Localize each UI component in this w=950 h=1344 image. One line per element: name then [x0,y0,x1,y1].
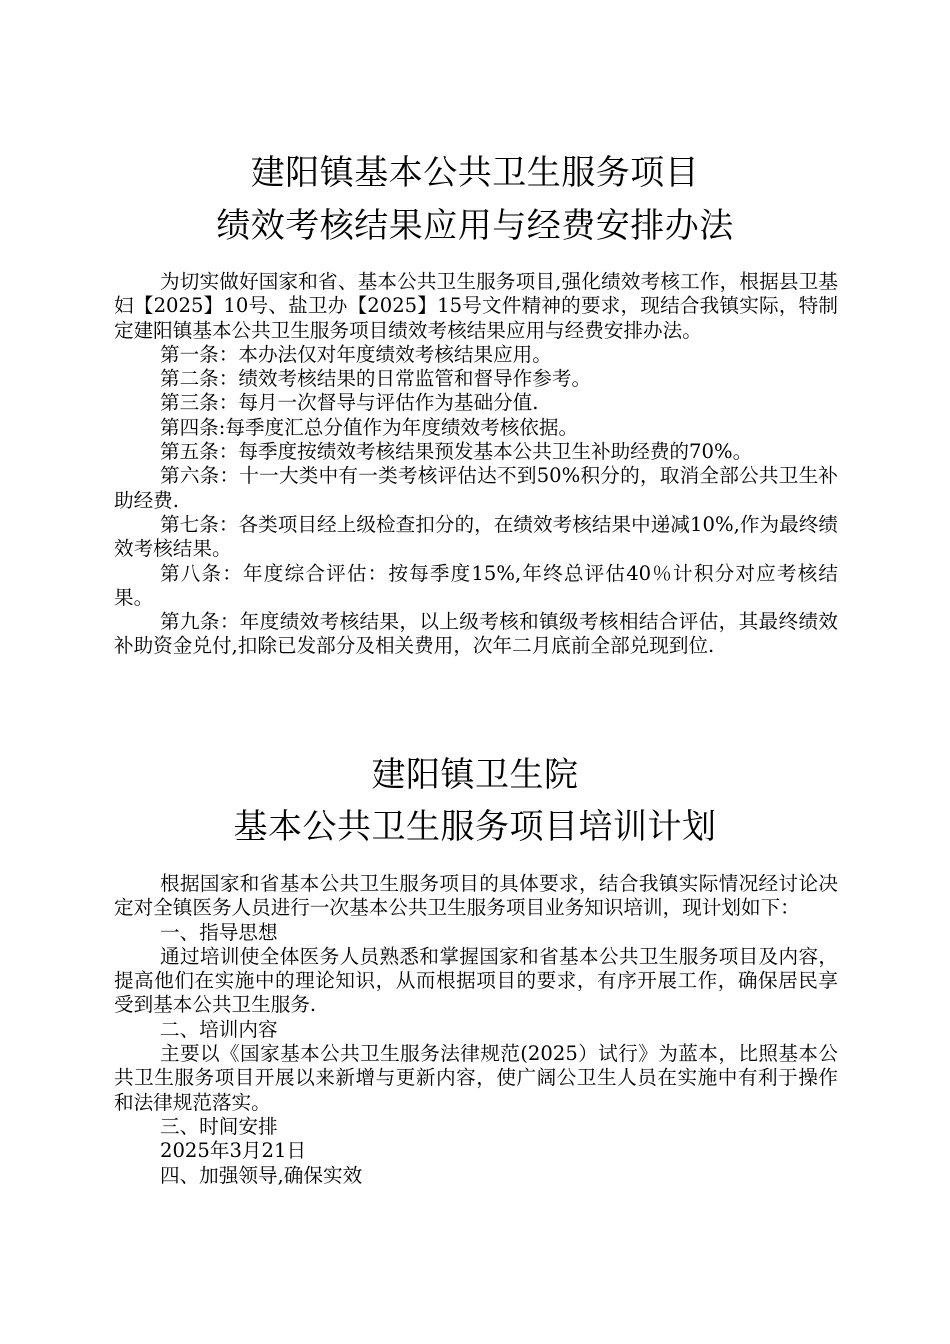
doc2-heading-guiding-idea: 一、指导思想 [160,920,278,944]
doc1-article-8: 第八条：年度综合评估：按每季度15%,年终总评估40％计积分对应考核结果。 [114,561,838,609]
doc2-training-content-text: 主要以《国家基本公共卫生服务法律规范(2025）试行》为蓝本，比照基本公共卫生服务项目开展以来新增与更新内容，使广阔公卫生人员在实施中有利于操作和法律规范落实。 [114,1042,838,1114]
doc2-heading-training-content: 二、培训内容 [160,1017,278,1041]
doc1-body [114,270,838,659]
doc1-article-4: 第四条:每季度汇总分值作为年度绩效考核依据。 [160,415,579,439]
doc1-title-line2: 绩效考核结果应用与经费安排办法 [216,206,734,246]
doc2-intro-paragraph: 根据国家和省基本公共卫生服务项目的具体要求，结合我镇实际情况经讨论决定对全镇医务人员进行一次基本公共卫生服务项目业务知识培训，现计划如下： [114,872,838,920]
doc1-title-line1: 建阳镇基本公共卫生服务项目 [250,153,700,193]
doc2-title-line2: 基本公共卫生服务项目培训计划 [233,807,717,847]
doc2-heading-leadership: 四、加强领导,确保实效 [160,1163,363,1187]
doc1-article-3: 第三条：每月一次督导与评估作为基础分值. [160,391,539,415]
doc2-heading-schedule: 三、时间安排 [160,1114,278,1138]
doc2-body [114,872,838,1188]
doc1-intro-paragraph: 为切实做好国家和省、基本公共卫生服务项目,强化绩效考核工作，根据县卫基妇【2025】10号、盐卫办【2025】15号文件精神的要求，现结合我镇实际，特制定建阳镇基本公共卫生服务项目绩效考核结果应用与经费安排办法。 [114,270,838,342]
doc2-guiding-idea-text: 通过培训使全体医务人员熟悉和掌握国家和省基本公共卫生服务项目及内容，提高他们在实施中的理论知识，从而根据项目的要求，有序开展工作，确保居民享受到基本公共卫生服务. [114,944,838,1017]
doc1-article-9: 第九条：年度绩效考核结果，以上级考核和镇级考核相结合评估，其最终绩效补助资金兑付,扣除已发部分及相关费用，次年二月底前全部兑现到位. [114,610,838,658]
doc1-article-2: 第二条：绩效考核结果的日常监管和督导作参考。 [160,367,592,391]
doc1-article-6: 第六条：十一大类中有一类考核评估达不到50%积分的，取消全部公共卫生补助经费. [114,464,838,512]
doc1-article-1: 第一条：本办法仅对年度绩效考核结果应用。 [160,342,552,366]
doc1-article-7: 第七条：各类项目经上级检查扣分的，在绩效考核结果中递减10%,作为最终绩效考核结果。 [114,512,838,561]
doc2-title-line1: 建阳镇卫生院 [371,755,579,795]
doc1-article-5: 第五条：每季度按绩效考核结果预发基本公共卫生补助经费的70%。 [160,440,753,464]
doc2-schedule-date: 2025年3月21日 [160,1139,307,1163]
